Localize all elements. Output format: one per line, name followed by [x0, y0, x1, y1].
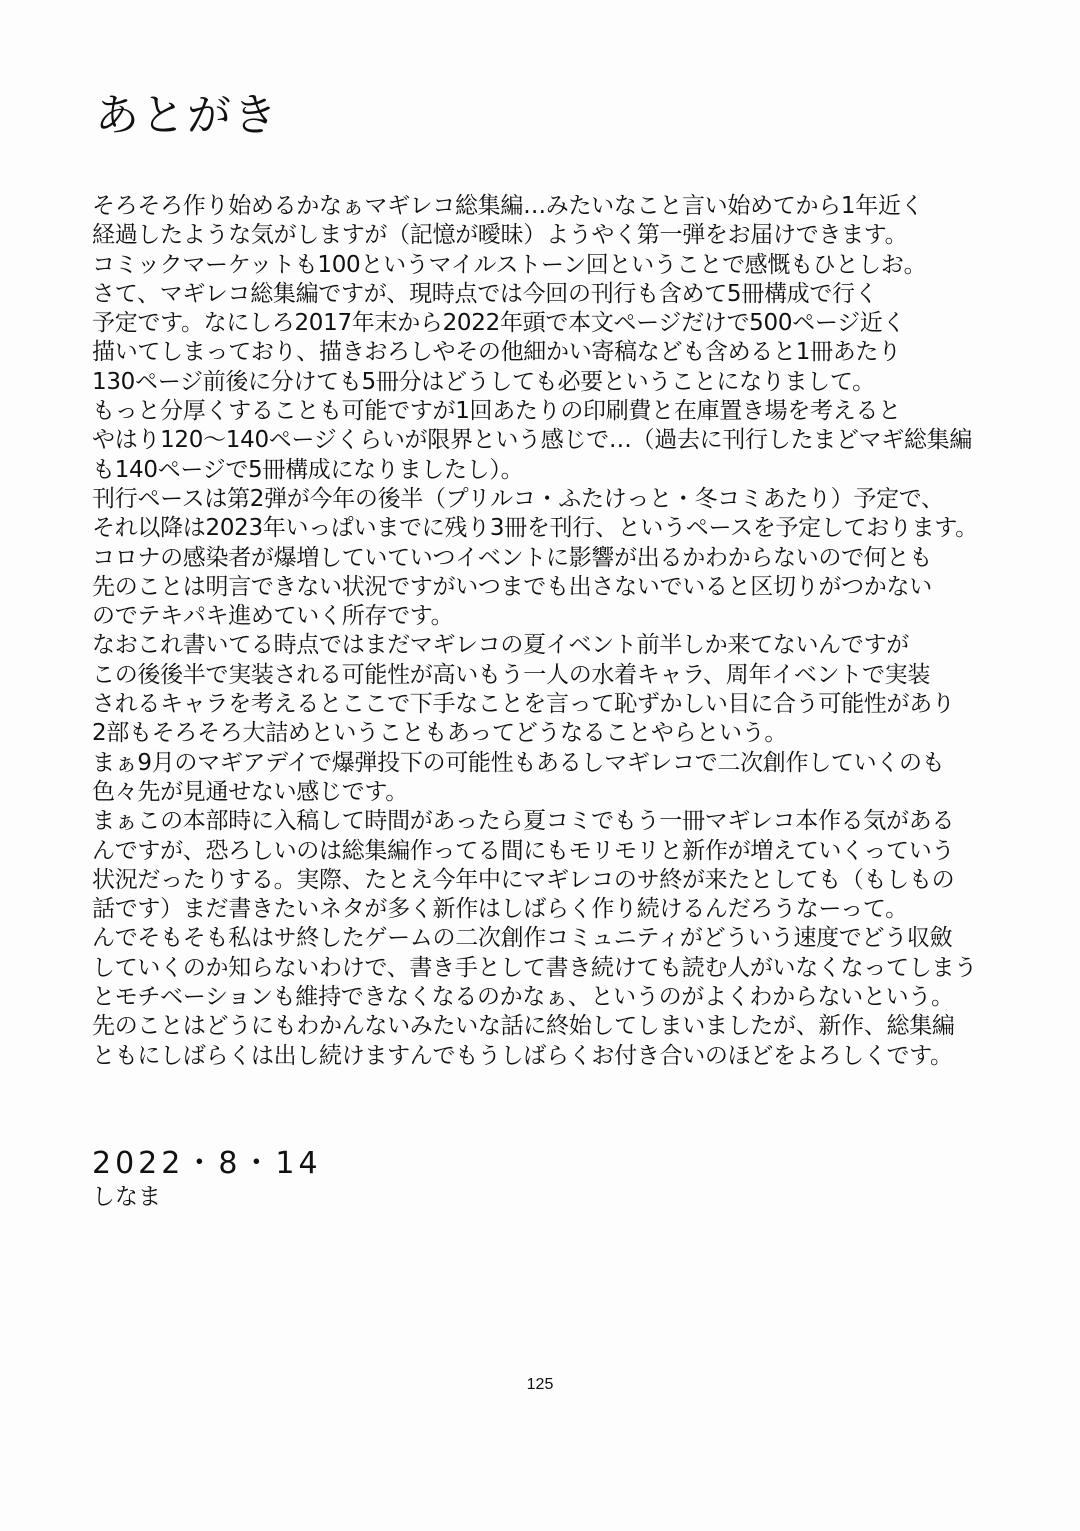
text-line: コロナの感染者が爆増していていつイベントに影響が出るかわからないので何とも: [92, 544, 932, 571]
text-line: もっと分厚くすることも可能ですが1回あたりの印刷費と在庫置き場を考えると: [92, 398, 901, 425]
page-number: 125: [526, 1376, 554, 1393]
text-line: のでテキパキ進めていく所存です。: [92, 603, 454, 630]
signature-block: [92, 1146, 322, 1212]
text-line: 130ページ前後に分けても5冊分はどうしても必要ということになりまして。: [92, 368, 875, 395]
text-line: ともにしばらくは出し続けますんでもうしばらくお付き合いのほどをよろしくです。: [92, 1042, 953, 1069]
text-line: んですが、恐ろしいのは総集編作ってる間にもモリモリと新作が増えていくっていう: [92, 837, 955, 864]
text-line: コミックマーケットも100というマイルストーン回ということで感慨もひとしお。: [92, 251, 927, 278]
text-line: も140ページで5冊構成になりましたし）。: [92, 456, 524, 483]
text-line: んでそもそも私はサ終したゲームの二次創作コミュニティがどういう速度でどう収斂: [92, 925, 953, 952]
text-line: 経過したような気がしますが（記憶が曖昧）ようやく第一弾をお届けできます。: [92, 222, 908, 249]
text-line: やはり120〜140ページくらいが限界という感じで…（過去に刊行したまどマギ総集編: [92, 427, 973, 454]
text-line: 状況だったりする。実際、たとえ今年中にマギレコのサ終が来たとしても（もしもの: [92, 866, 955, 893]
text-line: 色々先が見通せない感じです。: [92, 778, 408, 805]
afterword-body: [92, 192, 992, 1071]
author-name: しなま: [92, 1184, 161, 1210]
text-line: とモチベーションも維持できなくなるのかなぁ、というのがよくわからないという。: [92, 984, 954, 1011]
text-line: 予定です。なにしろ2017年末から2022年頭で本文ページだけで500ページ近く: [92, 310, 906, 337]
text-line: 2部もそろそろ大詰めということもあってどうなることやらという。: [92, 720, 788, 747]
text-line: 描いてしまっており、描きおろしやその他細かい寄稿なども含めると1冊あたり: [92, 339, 901, 366]
page-title: あとがき: [95, 90, 279, 141]
text-line: されるキャラを考えるとここで下手なことを言って恥ずかしい目に合う可能性があり: [92, 691, 955, 718]
text-line: 刊行ペースは第2弾が今年の後半（プリルコ・ふたけっと・冬コミあたり）予定で、: [92, 485, 944, 512]
text-line: まぁ9月のマギアデイで爆弾投下の可能性もあるしマギレコで二次創作していくのも: [92, 749, 945, 776]
text-line: それ以降は2023年いっぱいまでに残り3冊を刊行、というペースを予定しております。: [92, 515, 978, 542]
text-line: 話です）まだ書きたいネタが多く新作はしばらく作り続けるんだろうなーって。: [92, 896, 908, 923]
text-line: 先のことは明言できない状況ですがいつまでも出さないでいると区切りがつかない: [92, 573, 932, 600]
text-line: この後後半で実装される可能性が高いもう一人の水着キャラ、周年イベントで実装: [92, 661, 931, 688]
text-line: そろそろ作り始めるかなぁマギレコ総集編…みたいなこと言い始めてから1年近く: [92, 193, 924, 219]
text-line: まぁこの本部時に入稿して時間があったら夏コミでもう一冊マギレコ本作る気がある: [92, 808, 955, 835]
text-line: 先のことはどうにもわかんないみたいな話に終始してしまいましたが、新作、総集編: [92, 1013, 955, 1040]
text-line: なおこれ書いてる時点ではまだマギレコの夏イベント前半しか来てないんですが: [92, 632, 909, 659]
text-line: さて、マギレコ総集編ですが、現時点では今回の刊行も含めて5冊構成で行く: [92, 280, 878, 307]
date: 2022・8・14: [92, 1146, 322, 1181]
text-line: していくのか知らないわけで、書き手として書き続けても読む人がいなくなってしまう: [92, 954, 977, 981]
